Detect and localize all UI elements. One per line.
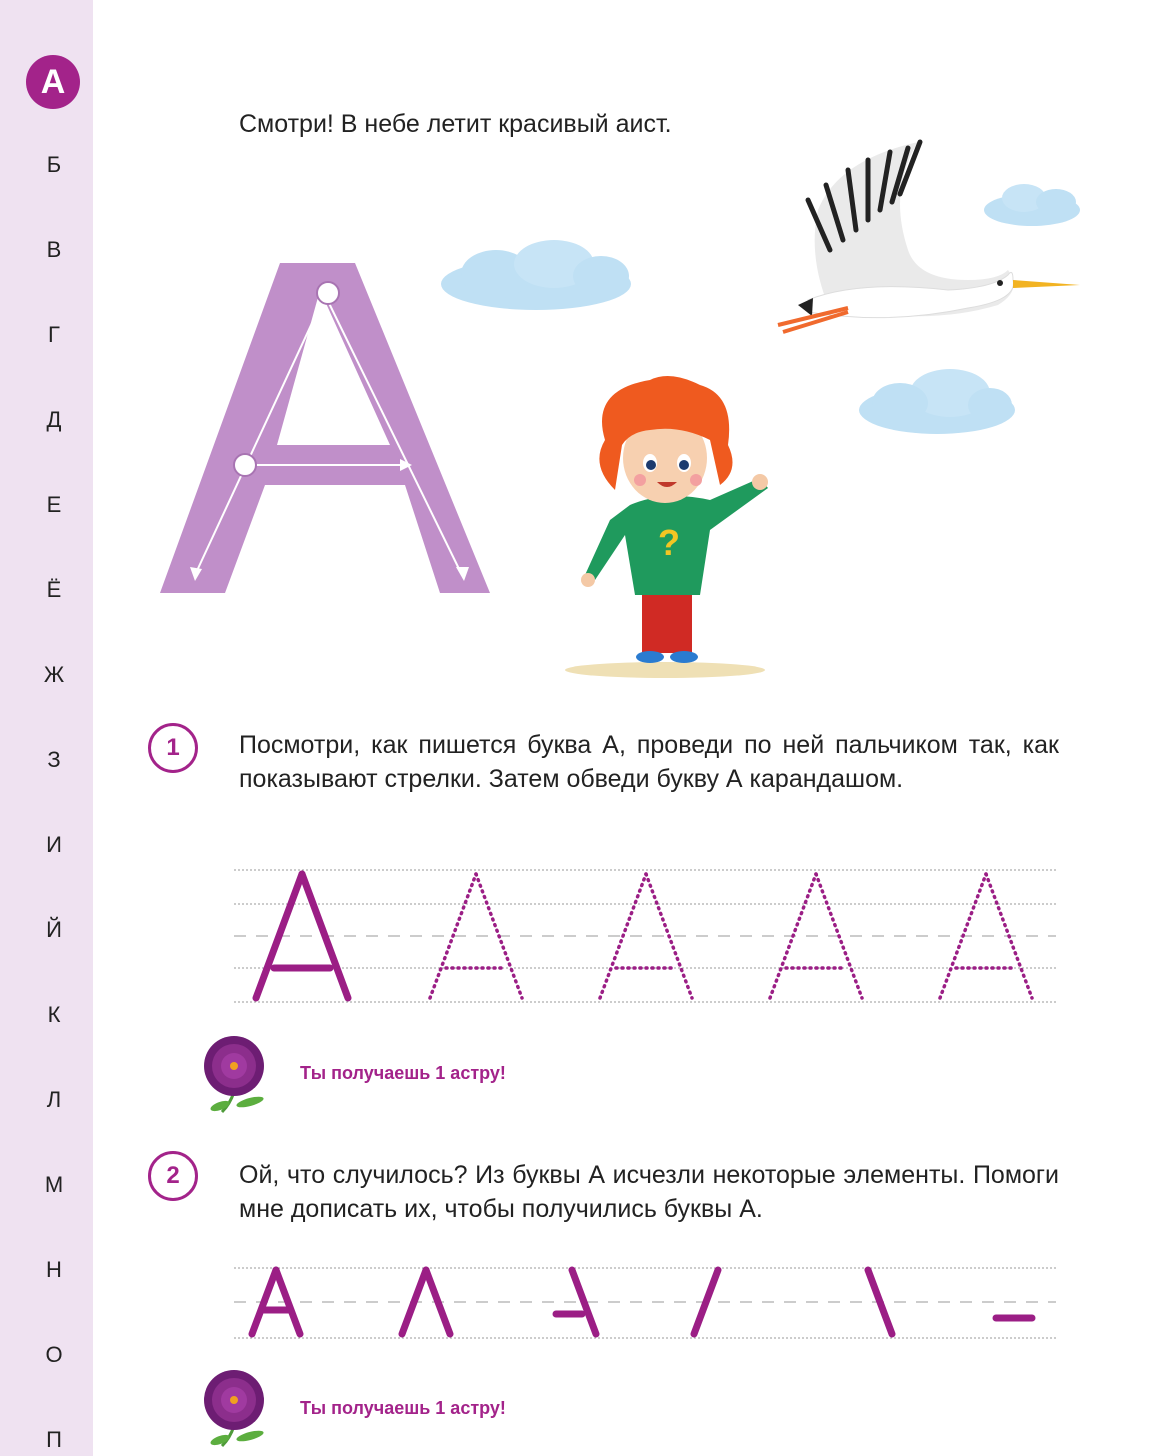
start-dot-top — [317, 282, 339, 304]
start-dot-bar — [234, 454, 256, 476]
alphabet-letter[interactable]: Ж — [43, 662, 65, 687]
reward-text-2: Ты получаешь 1 астру! — [300, 1398, 506, 1418]
alphabet-letter[interactable]: М — [44, 1172, 64, 1197]
alphabet-letter[interactable]: И — [46, 832, 62, 857]
letter-a-missing-left-bar — [868, 1270, 892, 1334]
alphabet-letter[interactable]: Ё — [46, 577, 62, 602]
task-1-text: Посмотри, как пишется буква А, проведи по ней пальчиком так, как показывают стрелки. Затем обведи букву А карандашом. — [239, 731, 1059, 793]
stork-illustration — [768, 130, 1083, 340]
alphabet-letter[interactable]: Г — [48, 322, 60, 347]
reward-text-1: Ты получаешь 1 астру! — [300, 1063, 506, 1083]
task-1-number: 1 — [148, 723, 198, 773]
cloud-illustration — [436, 238, 636, 318]
boy-illustration — [560, 370, 770, 680]
completion-row-2[interactable] — [232, 1260, 1060, 1344]
alphabet-letter[interactable]: Д — [46, 407, 62, 432]
tracing-row-1[interactable] — [232, 862, 1060, 1008]
svg-text:?: ? — [658, 522, 680, 563]
task-2-text: Ой, что случилось? Из буквы А исчезли некоторые элементы. Помоги мне дописать их, чтобы получились буквы А. — [239, 1161, 1059, 1223]
alphabet-letter[interactable]: Л — [46, 1087, 62, 1112]
alphabet-letter[interactable]: Й — [46, 917, 62, 942]
task-2-number: 2 — [148, 1151, 198, 1201]
intro-text: Смотри! В небе летит красивый аист. — [239, 110, 672, 138]
cloud-illustration — [855, 365, 1020, 440]
alphabet-letter[interactable]: К — [47, 1002, 61, 1027]
aster-flower-icon — [198, 1032, 272, 1116]
alphabet-letter[interactable]: О — [45, 1342, 63, 1367]
aster-flower-icon — [198, 1366, 272, 1450]
alphabet-letter[interactable]: З — [47, 747, 61, 772]
alphabet-letter[interactable]: Е — [46, 492, 62, 517]
alphabet-sidebar — [0, 0, 93, 1456]
alphabet-letter[interactable]: Б — [46, 152, 62, 177]
alphabet-letter[interactable]: Н — [46, 1257, 62, 1282]
alphabet-active-letter[interactable]: А — [26, 55, 80, 109]
alphabet-letter[interactable]: В — [46, 237, 62, 262]
alphabet-letter[interactable]: П — [46, 1427, 62, 1452]
